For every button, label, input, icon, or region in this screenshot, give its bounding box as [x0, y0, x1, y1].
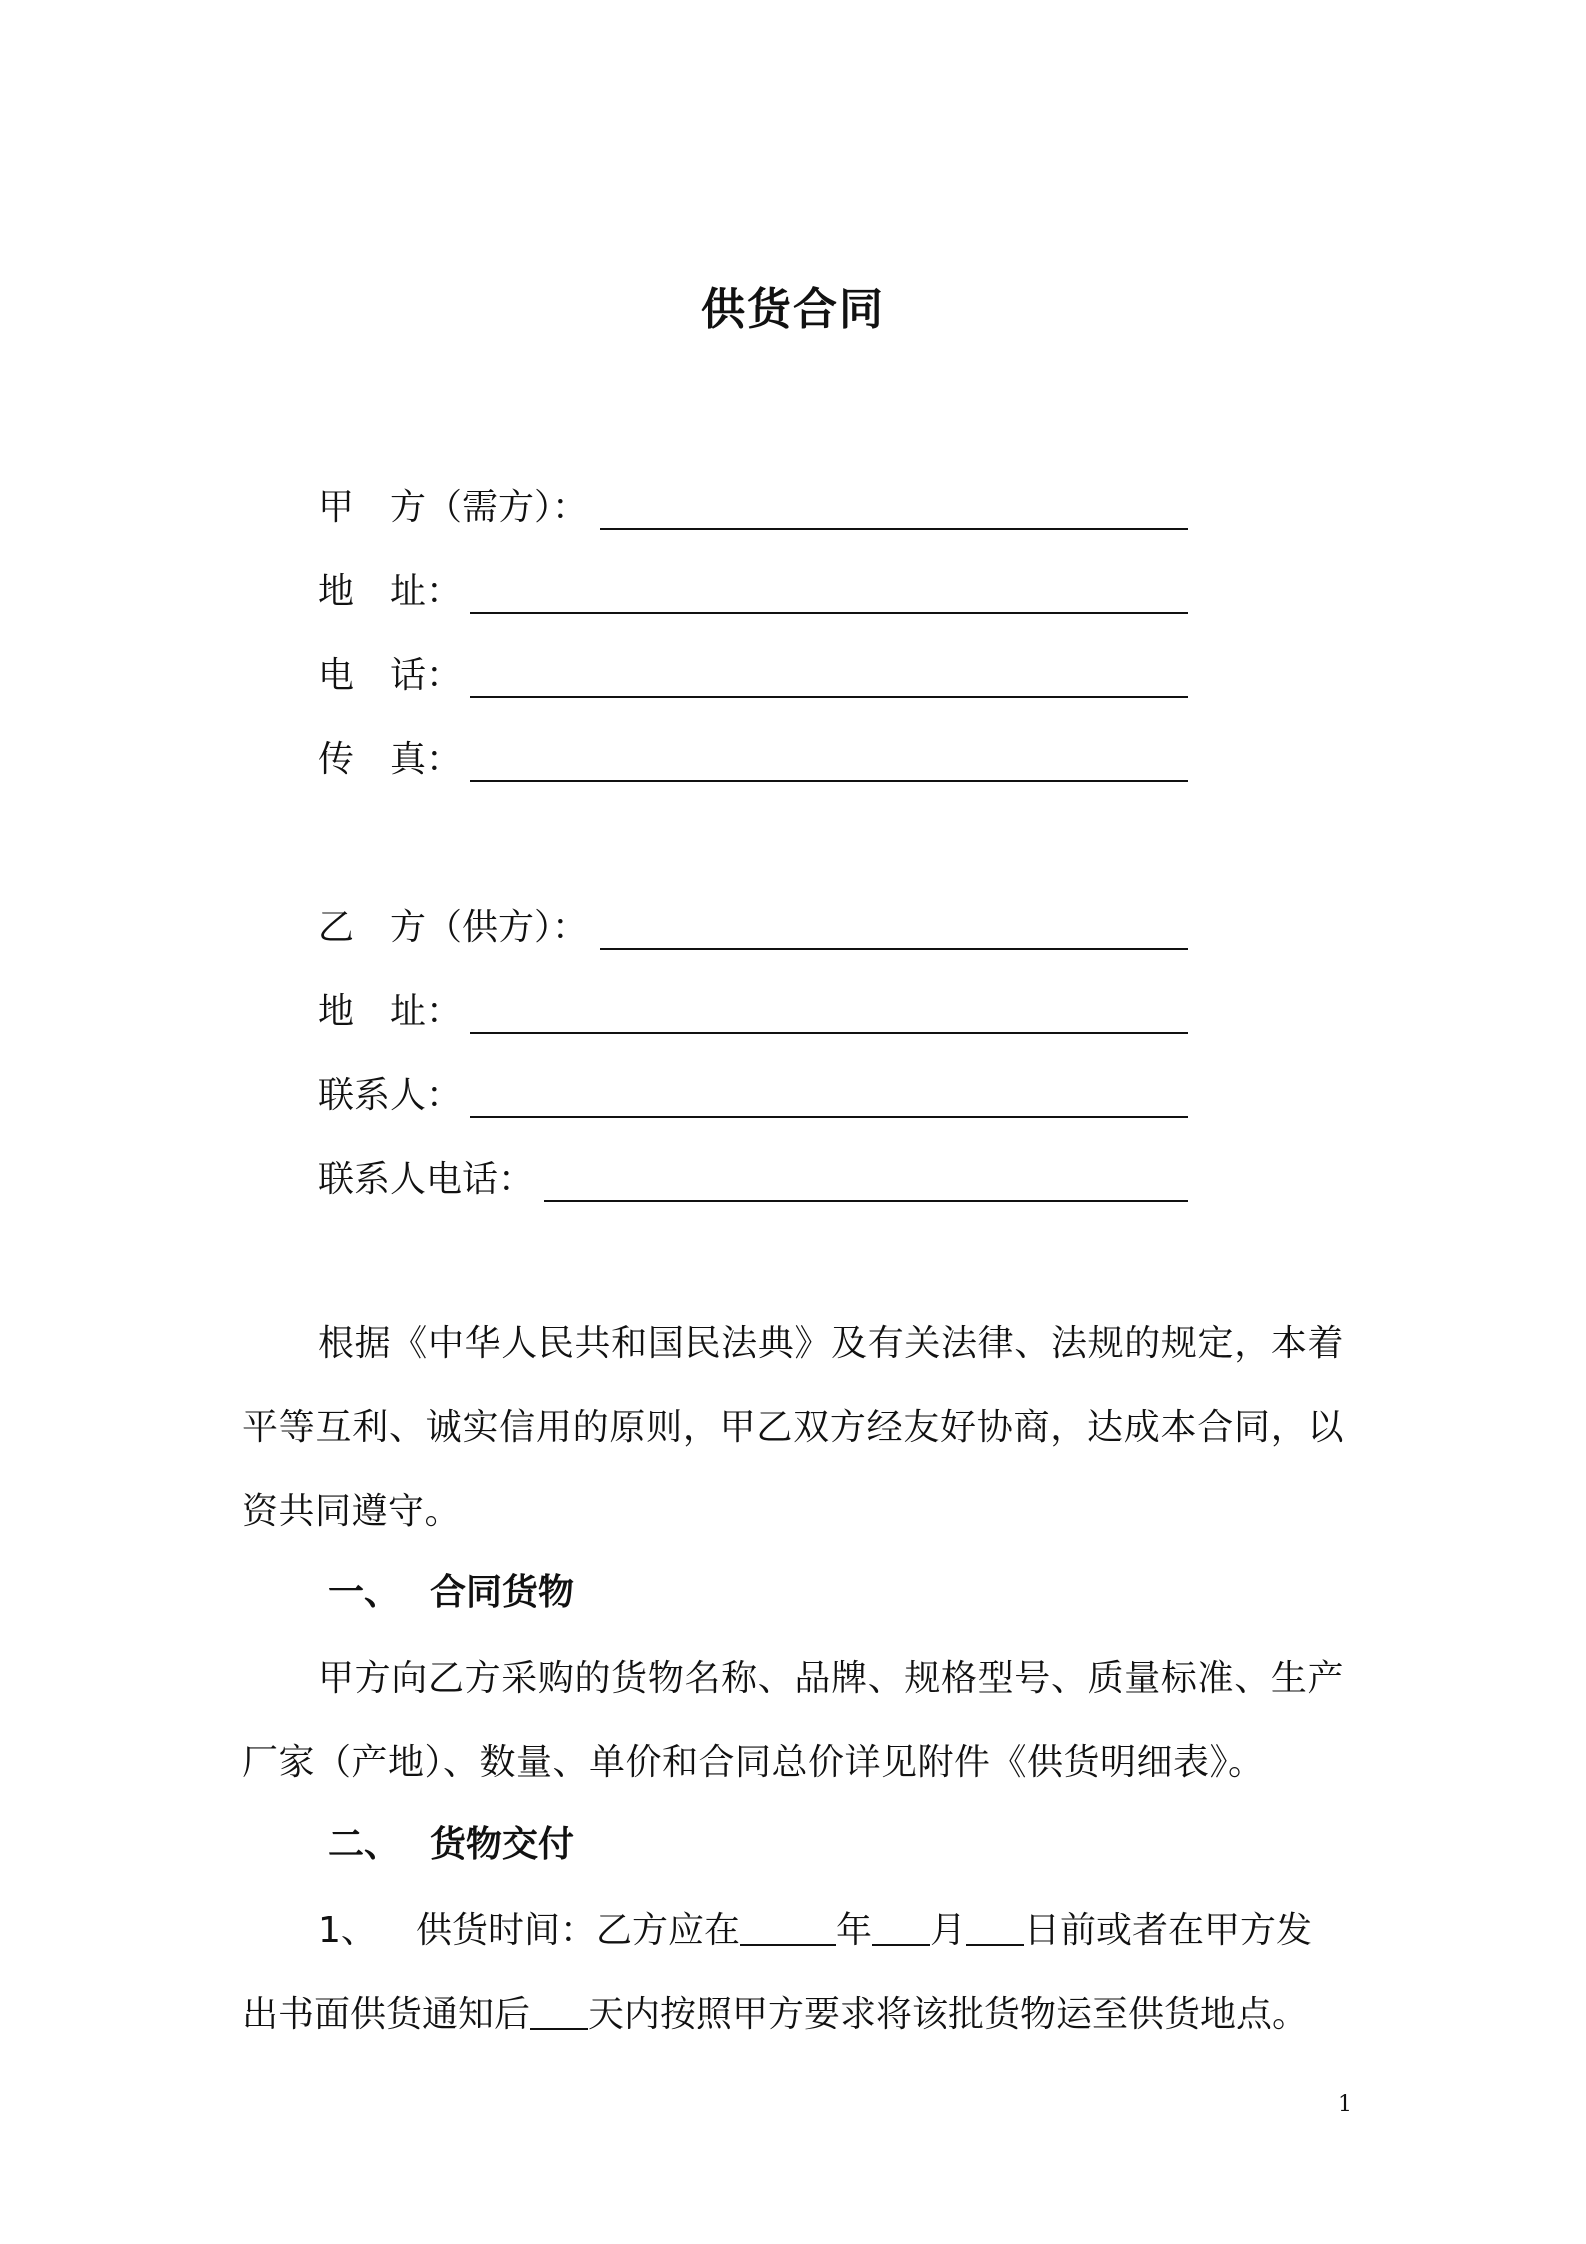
clause-text-2: 日前或者在甲方发出书面供货通知后 [242, 1910, 1313, 2035]
party-b-address-field [318, 982, 1188, 1042]
party-b-contact-phone-label: 联系人电话： [318, 1159, 535, 1200]
year-label: 年 [836, 1910, 873, 1951]
section-2-title: 货物交付 [430, 1824, 575, 1865]
party-a-name-label: 甲 方（需方）： [318, 487, 589, 528]
party-a-address-label: 地 址： [318, 571, 463, 612]
clause-text-1: 供货时间：乙方应在 [416, 1910, 741, 1951]
party-a-name-blank[interactable] [600, 528, 1188, 530]
month-label: 月 [930, 1910, 967, 1951]
party-a-address-field [318, 562, 1188, 622]
party-a-fax-blank[interactable] [470, 780, 1188, 782]
month-blank[interactable] [872, 1910, 930, 1946]
party-a-phone-label: 电 话： [318, 655, 463, 696]
clause-text-3: 天内按照甲方要求将该批货物运至供货地点。 [588, 1994, 1309, 2035]
section-2-number: 二、 [328, 1824, 401, 1865]
preamble-paragraph: 根据《中华人民共和国民法典》及有关法律、法规的规定，本着平等互利、诚实信用的原则，甲乙双方经友好协商，达成本合同，以资共同遵守。 [242, 1323, 1344, 1532]
party-b-contact-phone-blank[interactable] [544, 1200, 1188, 1202]
day-blank[interactable] [966, 1910, 1024, 1946]
delivery-time-clause [242, 1889, 1344, 2057]
section-1-heading [328, 1568, 574, 1618]
page-number: 1 [1338, 2092, 1352, 2117]
party-a-address-blank[interactable] [470, 612, 1188, 614]
party-b-contact-phone-field [318, 1150, 1188, 1210]
section-1-number: 一、 [328, 1572, 401, 1613]
party-b-contact-label: 联系人： [318, 1075, 463, 1116]
party-b-address-blank[interactable] [470, 1032, 1188, 1034]
clause-number: 1、 [318, 1910, 377, 1951]
party-b-name-field [318, 898, 1188, 958]
party-b-address-label: 地 址： [318, 991, 463, 1032]
section-1-body: 甲方向乙方采购的货物名称、品牌、规格型号、质量标准、生产厂家（产地）、数量、单价和合同总价详见附件《供货明细表》。 [242, 1658, 1344, 1783]
party-a-fax-label: 传 真： [318, 739, 463, 780]
party-a-fax-field [318, 730, 1188, 790]
days-blank[interactable] [530, 1994, 588, 2030]
year-blank[interactable] [740, 1910, 836, 1946]
party-b-contact-field [318, 1066, 1188, 1126]
party-a-phone-blank[interactable] [470, 696, 1188, 698]
section-1-title: 合同货物 [430, 1572, 575, 1613]
contract-title: 供货合同 [701, 284, 885, 335]
party-a-name-field [318, 478, 1188, 538]
party-b-name-blank[interactable] [600, 948, 1188, 950]
party-a-phone-field [318, 646, 1188, 706]
party-b-contact-blank[interactable] [470, 1116, 1188, 1118]
party-b-name-label: 乙 方（供方）： [318, 907, 589, 948]
section-2-heading [328, 1820, 574, 1870]
